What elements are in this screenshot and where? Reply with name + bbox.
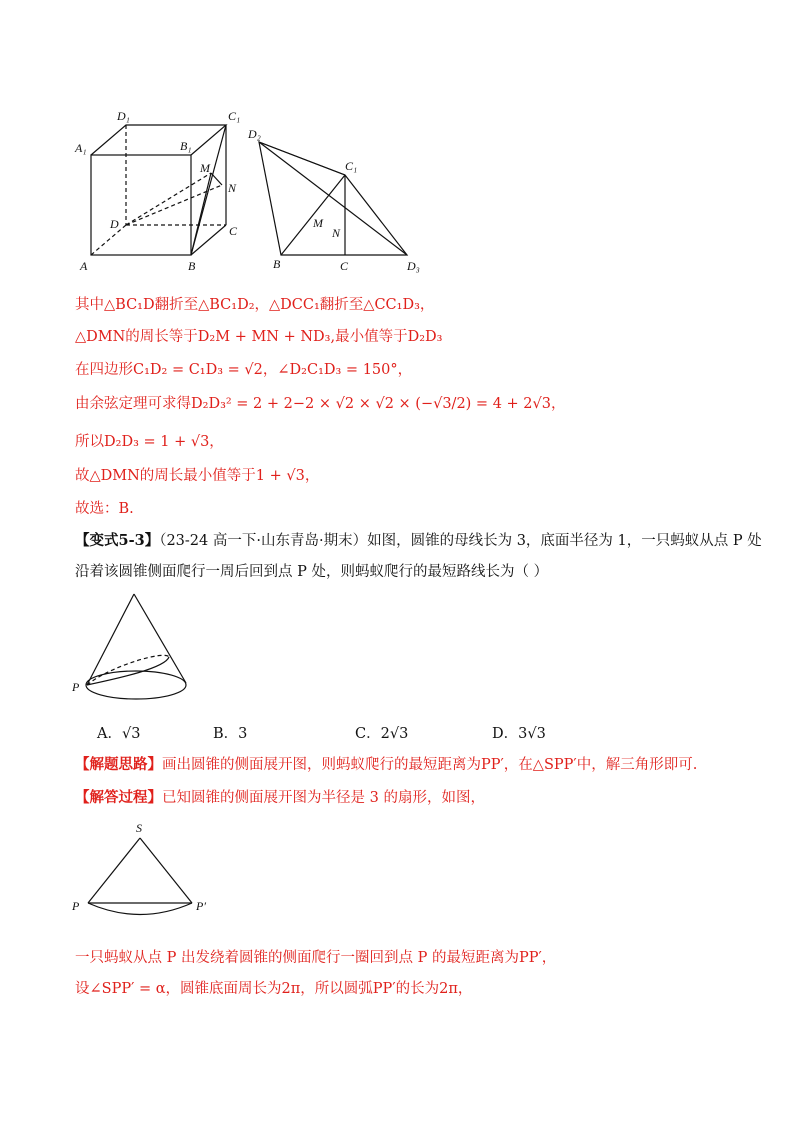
label-C1: C₁: [228, 109, 241, 123]
label-M-unfold: M: [313, 216, 323, 230]
sector-label-S: S: [136, 821, 142, 835]
solution2-line-2: 设∠SPP′ = α，圆锥底面周长为2π，所以圆弧PP′的长为2π，: [75, 981, 473, 997]
solution-line-2: △DMN的周长等于D₂M + MN + ND₃,最小值等于D₂D₃: [75, 329, 443, 345]
label-D3: D₃: [407, 259, 420, 273]
cone-figure: [70, 588, 200, 708]
idea-tag: 【解题思路】: [75, 756, 162, 773]
label-C: C: [229, 224, 238, 238]
cube-diagram: [91, 125, 226, 255]
label-D1: D₁: [117, 109, 130, 123]
label-M: M: [200, 161, 210, 175]
option-a[interactable]: A．√3: [97, 726, 141, 742]
option-c[interactable]: C．2√3: [355, 726, 409, 742]
process-text: 已知圆锥的侧面展开图为半径是 3 的扇形，如图，: [162, 790, 485, 806]
solution-line-5: 所以D₂D₃ = 1 + √3，: [75, 434, 224, 450]
label-C1-unfold: C₁: [345, 159, 358, 173]
solution-line-6: 故△DMN的周长最小值等于1 + √3，: [75, 468, 320, 484]
idea-line: [75, 756, 697, 774]
cone-label-P: P: [72, 680, 80, 694]
label-B: B: [188, 259, 196, 273]
process-line: [75, 789, 485, 807]
solution-line-3: 在四边形C₁D₂ = C₁D₃ = √2，∠D₂C₁D₃ = 150°，: [75, 362, 413, 378]
option-d[interactable]: D．3√3: [492, 726, 546, 742]
solution-line-1: 其中△BC₁D翻折至△BC₁D₂，△DCC₁翻折至△CC₁D₃，: [75, 297, 435, 313]
label-D2: D₂: [248, 127, 261, 141]
label-A1: A₁: [75, 141, 87, 155]
label-B-unfold: B: [273, 257, 281, 271]
label-B1: B₁: [180, 139, 192, 153]
problem-line-2: 沿着该圆锥侧面爬行一周后回到点 P 处，则蚂蚁爬行的最短路线长为（ ）: [75, 564, 549, 580]
label-A: A: [80, 259, 88, 273]
solution-line-7: 故选：B.: [75, 501, 134, 517]
solution-line-4: 由余弦定理可求得D₂D₃² = 2 + 2−2 × √2 × √2 × (−√3/2) = 4 + 2√3，: [75, 396, 566, 412]
label-C-unfold: C: [340, 259, 349, 273]
idea-text: 画出圆锥的侧面展开图，则蚂蚁爬行的最短距离为PP′，在△SPP′中，解三角形即可.: [162, 757, 698, 773]
problem-line-1: [75, 532, 762, 550]
label-D: D: [110, 217, 119, 231]
cube-unfold-figure: [70, 100, 440, 275]
sector-label-P-prime: P′: [196, 899, 206, 913]
solution2-line-1: 一只蚂蚁从点 P 出发绕着圆锥的侧面爬行一圈回到点 P 的最短距离为PP′，: [75, 950, 557, 966]
process-tag: 【解答过程】: [75, 789, 162, 806]
problem-tag: 【变式5-3】: [75, 532, 160, 549]
sector-figure: [70, 818, 220, 928]
problem-source: （23-24 高一下·山东青岛·期末）: [159, 533, 368, 549]
label-N-unfold: N: [332, 226, 341, 240]
sector-label-P: P: [72, 899, 80, 913]
option-b[interactable]: B．3: [213, 726, 248, 742]
problem-text-1: 如图，圆锥的母线长为 3，底面半径为 1，一只蚂蚁从点 P 处: [367, 533, 762, 549]
label-N: N: [228, 181, 237, 195]
